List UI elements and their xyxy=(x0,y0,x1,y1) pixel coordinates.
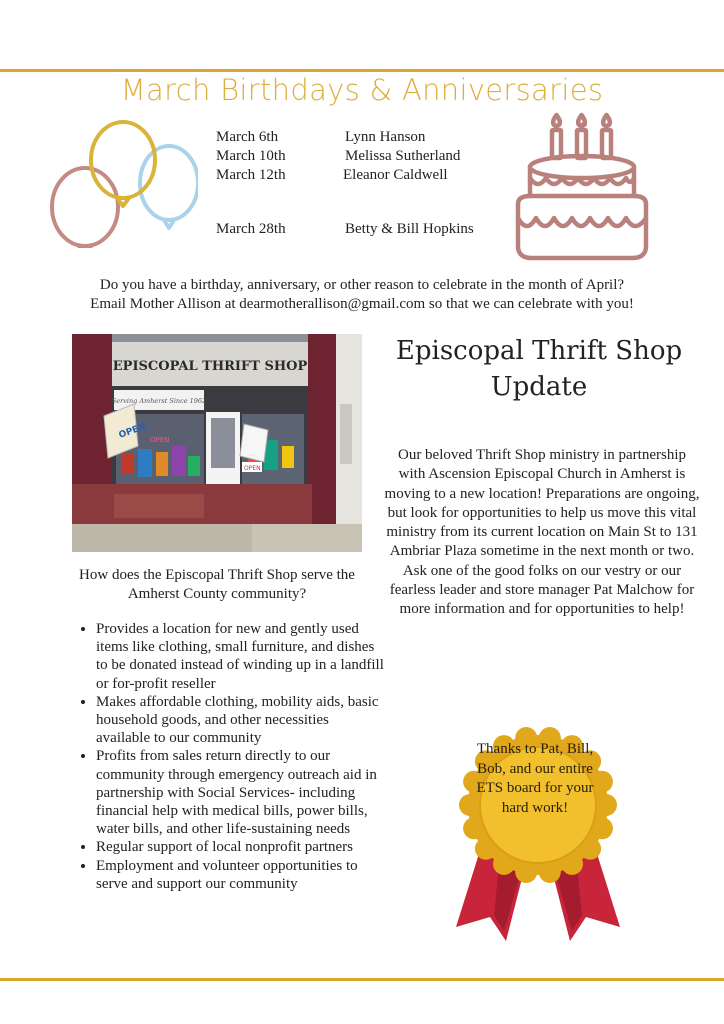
list-item: • Employment and volunteer opportunities to serve and support our community xyxy=(96,857,386,893)
thrift-update-body: Our beloved Thrift Shop ministry in partnership with Ascension Episcopal Church in Amherst is moving to a new location! Preparations are ongoing, but look for opportunities to help us move this vital ministry from its current location on Main St to 131 Ambriar Plaza sometime in the next month or two. Ask one of the good folks on our vestry or our fearless leader and store manager Pat Malchow for more information and for opportunities to help! xyxy=(384,447,700,618)
birthday-name: Melissa Sutherland xyxy=(345,148,461,164)
invite-line: Do you have a birthday, anniversary, or other reason to celebrate in the month of April? xyxy=(99,277,625,293)
serve-list xyxy=(78,620,386,893)
birthdays-title: March Birthdays & Anniversaries xyxy=(120,73,604,107)
birthday-date: March 12th xyxy=(216,167,286,183)
birthday-name: Eleanor Caldwell xyxy=(343,167,448,183)
shop-sign: EPISCOPAL THRIFT SHOP xyxy=(112,359,308,374)
birthday-date: March 6th xyxy=(216,129,279,145)
bottom-divider xyxy=(0,978,724,981)
list-item: • Makes affordable clothing, mobility aids, basic household goods, and other necessities available to our community xyxy=(96,693,386,748)
door-open-sign: OPEN xyxy=(244,465,261,472)
shop-awning-text: Serving Amherst Since 1962 xyxy=(111,397,207,405)
invite-line: Email Mother Allison at dearmotherallison@gmail.com so that we can celebrate with you! xyxy=(90,296,634,312)
list-item: • Profits from sales return directly to our community through emergency outreach aid in partnership with Social Services- including financial help with medical bills, power bills, water bills, and other life-sustaining needs xyxy=(96,747,386,838)
birthday-name: Betty & Bill Hopkins xyxy=(345,221,474,237)
celebration-invite xyxy=(20,276,704,314)
birthday-name: Lynn Hanson xyxy=(345,129,426,145)
thrift-shop-photo xyxy=(72,334,362,552)
open-flag: OPEN xyxy=(117,421,148,441)
balloons-icon xyxy=(48,118,198,248)
thrift-update-title: Episcopal Thrift Shop Update xyxy=(395,336,683,402)
birthday-date: March 28th xyxy=(216,221,286,237)
birthday-cake-icon xyxy=(508,112,658,267)
thanks-message: Thanks to Pat, Bill, Bob, and our entire ETS board for your hard work! xyxy=(476,741,594,816)
list-item: • Regular support of local nonprofit partners xyxy=(96,838,386,856)
top-divider xyxy=(0,69,724,72)
serve-question: How does the Episcopal Thrift Shop serve the Amherst County community? xyxy=(79,567,355,602)
list-item: • Provides a location for new and gently used items like clothing, small furniture, and dishes to be donated instead of winding up in a landfill or for-profit reseller xyxy=(96,620,386,693)
birthday-date: March 10th xyxy=(216,148,286,164)
open-neon-sign: OPEN xyxy=(150,436,170,444)
